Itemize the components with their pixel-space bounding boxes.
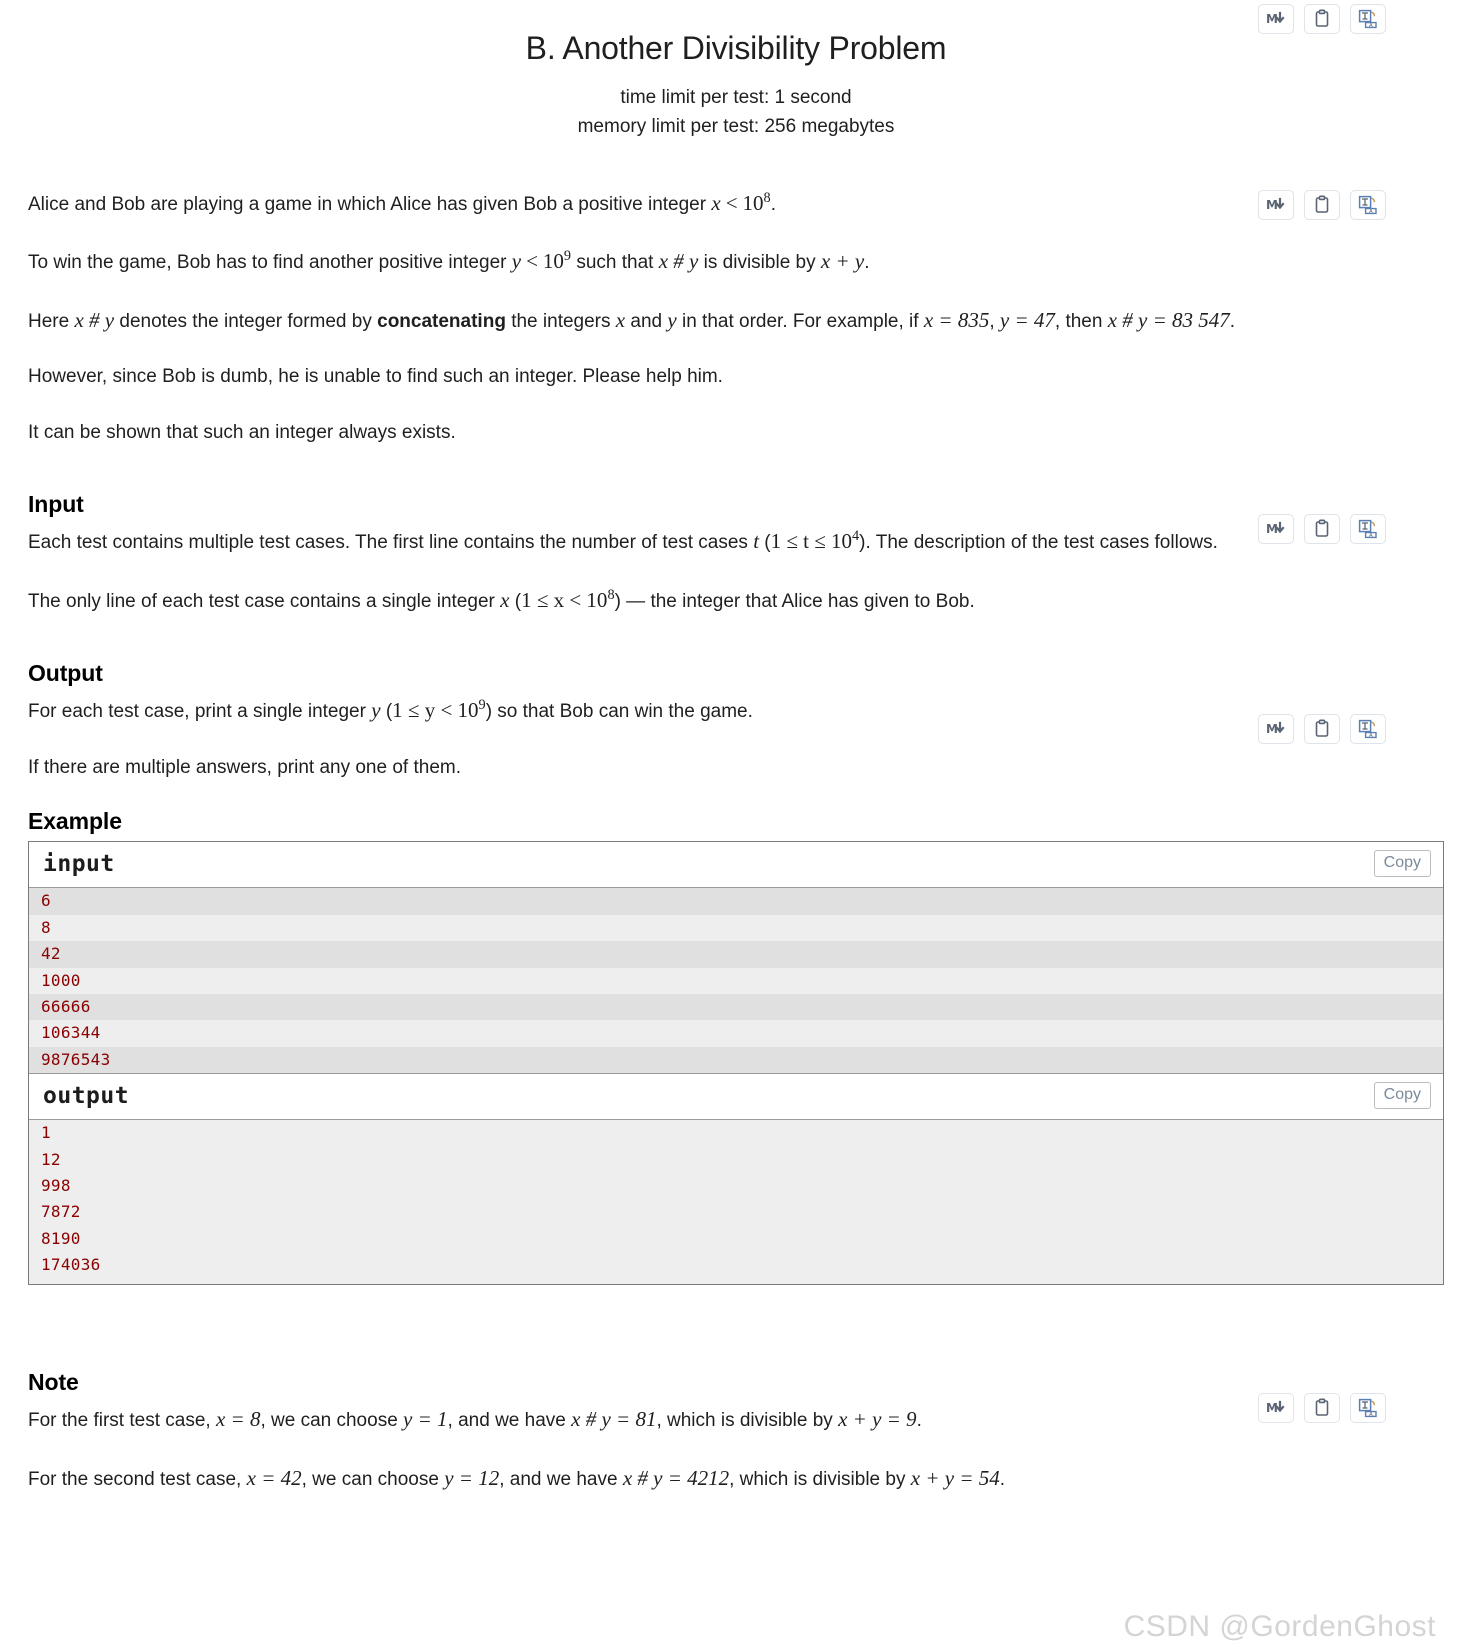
io-line: 174036 bbox=[41, 1255, 101, 1275]
toolbar-icons-output[interactable] bbox=[1258, 714, 1386, 744]
math-num: 1 ≤ t ≤ 10 bbox=[770, 529, 853, 554]
math-num: 10 bbox=[542, 249, 564, 274]
text-run: , which is divisible by bbox=[656, 1410, 839, 1432]
output-label: output bbox=[43, 1082, 130, 1109]
math-x-hash-y: x # y bbox=[658, 249, 699, 274]
text-run: such that bbox=[571, 252, 659, 274]
svg-text:A: A bbox=[1369, 733, 1373, 739]
output-title-bar bbox=[29, 1074, 1443, 1120]
svg-text:M: M bbox=[1266, 1401, 1278, 1415]
statement-paragraph-3 bbox=[28, 305, 1444, 337]
math-var-y: y bbox=[371, 698, 381, 723]
page-title: B. Another Divisibility Problem bbox=[525, 30, 947, 66]
io-line: 8190 bbox=[41, 1228, 81, 1248]
markdown-download-icon[interactable] bbox=[1258, 4, 1294, 34]
io-line: 42 bbox=[29, 941, 1443, 967]
text-run: , then bbox=[1054, 310, 1108, 332]
text-run: . bbox=[1229, 310, 1236, 332]
math-x-range bbox=[521, 588, 615, 612]
math-x-plus-y: x + y bbox=[820, 249, 865, 274]
text-run: The only line of each test case contains a single integer bbox=[28, 590, 501, 612]
text-run: . bbox=[864, 252, 870, 274]
example-output-body[interactable] bbox=[29, 1120, 1443, 1284]
legend-section bbox=[28, 188, 1444, 448]
math-x-equals-835: x = 835 bbox=[923, 307, 990, 332]
output-paragraph-2: If there are multiple answers, print any one of them. bbox=[28, 756, 461, 778]
text-run: . bbox=[916, 1410, 922, 1432]
text-run: For the second test case, bbox=[28, 1468, 247, 1490]
note-heading: Note bbox=[28, 1369, 79, 1396]
text-run: , we can choose bbox=[260, 1410, 404, 1432]
math-x-hash-y: x # y bbox=[74, 307, 115, 332]
statement-paragraph-1 bbox=[28, 188, 1444, 220]
math-concat-81: x # y = 81 bbox=[571, 1407, 657, 1432]
text-run: the integers bbox=[505, 310, 616, 332]
math-y-lt-10e9 bbox=[512, 249, 571, 273]
toolbar-icons-top[interactable] bbox=[1258, 4, 1386, 34]
text-run: Here bbox=[28, 310, 75, 332]
io-line: 6 bbox=[29, 888, 1443, 914]
emphasis-concatenating: concatenating bbox=[377, 310, 506, 332]
note-paragraph-2 bbox=[28, 1463, 1444, 1495]
io-line: 1000 bbox=[29, 968, 1443, 994]
clipboard-icon[interactable] bbox=[1304, 4, 1340, 34]
math-y-equals-47: y = 47 bbox=[999, 307, 1055, 332]
svg-text:M: M bbox=[1266, 12, 1278, 26]
io-line: 1 bbox=[41, 1123, 51, 1143]
io-line: 998 bbox=[41, 1175, 71, 1195]
svg-text:A: A bbox=[1369, 209, 1373, 215]
text-run: , bbox=[989, 310, 1000, 332]
input-paragraph-1 bbox=[28, 526, 1444, 558]
io-line: 7872 bbox=[41, 1202, 81, 1222]
toolbar-icons-input[interactable] bbox=[1258, 514, 1386, 544]
input-heading: Input bbox=[28, 491, 84, 518]
text-run: . bbox=[770, 193, 776, 215]
translate-icon[interactable] bbox=[1350, 714, 1386, 744]
translate-icon[interactable] bbox=[1350, 1393, 1386, 1423]
markdown-download-icon[interactable] bbox=[1258, 514, 1294, 544]
statement-paragraph-4: However, since Bob is dumb, he is unable to find such an integer. Please help him. bbox=[28, 366, 723, 388]
statement-paragraph-5: It can be shown that such an integer always exists. bbox=[28, 421, 456, 443]
svg-text:A: A bbox=[1369, 1412, 1373, 1418]
text-run: Alice and Bob are playing a game in which Alice has given Bob a positive integer bbox=[28, 193, 712, 215]
note-section bbox=[28, 1369, 1444, 1494]
example-heading: Example bbox=[28, 808, 122, 835]
memory-limit: memory limit per test: 256 megabytes bbox=[577, 116, 895, 138]
io-line: 106344 bbox=[29, 1020, 1443, 1046]
text-run: For the first test case, bbox=[28, 1410, 216, 1432]
copy-output-button[interactable]: Copy bbox=[1374, 1082, 1431, 1109]
example-input-body[interactable] bbox=[29, 888, 1443, 1074]
text-run: , and we have bbox=[499, 1468, 623, 1490]
text-run: ) so that Bob can win the game. bbox=[485, 701, 753, 723]
math-var-x: x bbox=[615, 307, 626, 332]
math-x-equals-42: x = 42 bbox=[246, 1465, 302, 1490]
text-run: ) — the integer that Alice has given to Bob. bbox=[614, 590, 975, 612]
math-concat-result: x # y = 83 547 bbox=[1107, 307, 1230, 332]
text-run: For each test case, print a single integer bbox=[28, 701, 372, 723]
text-run: Each test contains multiple test cases. The first line contains the number of test cases bbox=[28, 532, 754, 554]
svg-text:A: A bbox=[1369, 23, 1373, 29]
math-var-t: t bbox=[753, 529, 760, 554]
translate-icon[interactable] bbox=[1350, 190, 1386, 220]
translate-icon[interactable] bbox=[1350, 514, 1386, 544]
text-run: in that order. For example, if bbox=[676, 310, 924, 332]
note-paragraph-1 bbox=[28, 1404, 1444, 1436]
svg-text:M: M bbox=[1266, 722, 1278, 736]
math-x-lt-10e8 bbox=[711, 191, 770, 215]
clipboard-icon[interactable] bbox=[1304, 514, 1340, 544]
math-var-y: y bbox=[667, 307, 677, 332]
math-y-range bbox=[392, 698, 486, 722]
math-var-x: x bbox=[500, 587, 510, 612]
text-run: , and we have bbox=[447, 1410, 572, 1432]
io-line: 66666 bbox=[29, 994, 1443, 1020]
svg-text:A: A bbox=[1369, 533, 1373, 539]
math-x-equals-8: x = 8 bbox=[215, 1407, 261, 1432]
math-op: < bbox=[725, 190, 738, 215]
input-paragraph-2 bbox=[28, 585, 1444, 617]
svg-text:M: M bbox=[1266, 198, 1278, 212]
math-exp: 4 bbox=[852, 528, 860, 545]
problem-header bbox=[0, 0, 1472, 142]
text-run: To win the game, Bob has to find another positive integer bbox=[28, 252, 512, 274]
math-sum-54: x + y = 54 bbox=[910, 1465, 1000, 1490]
statement-paragraph-2 bbox=[28, 246, 1444, 278]
problem-content bbox=[0, 188, 1472, 1495]
math-exp: 8 bbox=[607, 586, 615, 603]
input-section bbox=[28, 491, 1444, 616]
text-run: ( bbox=[759, 532, 771, 554]
math-var: x bbox=[711, 190, 721, 215]
copy-input-button[interactable]: Copy bbox=[1374, 850, 1431, 877]
math-num: 10 bbox=[742, 190, 764, 215]
math-exp: 9 bbox=[563, 248, 572, 265]
example-section bbox=[28, 808, 1444, 1285]
csdn-watermark: CSDN @GordenGhost bbox=[1123, 1610, 1436, 1643]
math-num: 1 ≤ x < 10 bbox=[521, 587, 608, 612]
text-run: ). The description of the test cases follows. bbox=[859, 532, 1218, 554]
input-title-bar bbox=[29, 842, 1443, 888]
clipboard-icon[interactable] bbox=[1304, 1393, 1340, 1423]
toolbar-icons-statement[interactable] bbox=[1258, 190, 1386, 220]
math-concat-4212: x # y = 4212 bbox=[622, 1465, 730, 1490]
math-op: < bbox=[526, 249, 538, 274]
math-t-range bbox=[771, 529, 860, 553]
text-run: ( bbox=[380, 701, 393, 723]
io-line: 9876543 bbox=[29, 1047, 1443, 1073]
text-run: , which is divisible by bbox=[729, 1468, 911, 1490]
toolbar-icons-note[interactable] bbox=[1258, 1393, 1386, 1423]
clipboard-icon[interactable] bbox=[1304, 714, 1340, 744]
clipboard-icon[interactable] bbox=[1304, 190, 1340, 220]
text-run: . bbox=[999, 1468, 1006, 1490]
text-run: , we can choose bbox=[301, 1468, 445, 1490]
math-y-equals-12: y = 12 bbox=[444, 1465, 500, 1490]
text-run: denotes the integer formed by bbox=[114, 310, 378, 332]
input-label: input bbox=[43, 850, 115, 877]
math-exp: 8 bbox=[763, 189, 771, 206]
output-section bbox=[28, 660, 1444, 782]
text-run: and bbox=[625, 310, 668, 332]
math-sum-9: x + y = 9 bbox=[838, 1407, 917, 1432]
output-heading: Output bbox=[28, 660, 103, 687]
output-paragraph-1 bbox=[28, 695, 1444, 727]
math-exp: 9 bbox=[478, 697, 486, 714]
svg-text:M: M bbox=[1266, 522, 1278, 536]
math-num: 1 ≤ y < 10 bbox=[392, 698, 479, 723]
io-line: 12 bbox=[41, 1149, 61, 1169]
text-run: ( bbox=[509, 590, 522, 612]
markdown-download-icon[interactable] bbox=[1258, 190, 1294, 220]
markdown-download-icon[interactable] bbox=[1258, 714, 1294, 744]
math-var: y bbox=[511, 249, 522, 274]
example-box bbox=[28, 841, 1444, 1285]
math-y-equals-1: y = 1 bbox=[403, 1407, 448, 1432]
time-limit: time limit per test: 1 second bbox=[620, 87, 852, 108]
markdown-download-icon[interactable] bbox=[1258, 1393, 1294, 1423]
text-run: is divisible by bbox=[698, 252, 821, 274]
io-line: 8 bbox=[29, 915, 1443, 941]
translate-icon[interactable] bbox=[1350, 4, 1386, 34]
